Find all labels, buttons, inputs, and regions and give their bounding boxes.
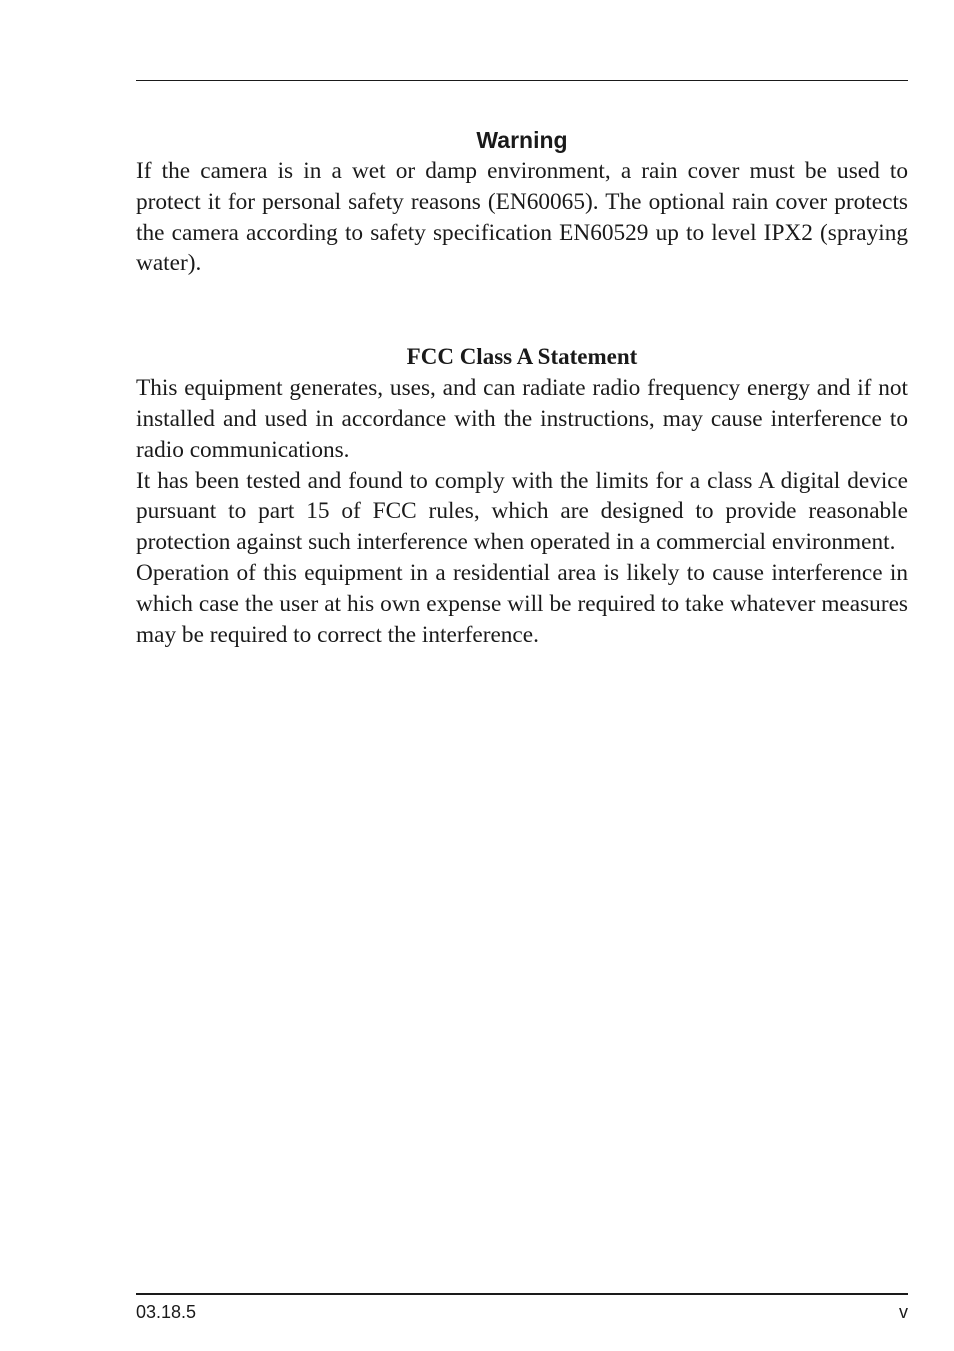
fcc-paragraph-2: It has been tested and found to comply with the limits for a class A digital device pursuant to part 15 of FCC rules, which are designed to provide reasonable protection against such interference when operated in a commercial environment. [136,467,908,556]
warning-section [136,124,908,279]
page-footer [136,1300,908,1324]
warning-heading: Warning [476,127,568,153]
fcc-paragraph-3: Operation of this equipment in a residential area is likely to cause interference in which case the user at his own expense will be required to take whatever measures may be required to correct the interference. [136,559,908,648]
version-label: 03.18.5 [136,1302,197,1322]
header-rule [136,80,908,81]
fcc-paragraph-1: This equipment generates, uses, and can radiate radio frequency energy and if not installed and used in accordance with the instructions, may cause interference to radio communications. [136,375,908,463]
fcc-heading: FCC Class A Statement [406,344,638,370]
page-content [136,124,908,650]
page-number: v [899,1302,908,1322]
footer-rule [136,1293,908,1295]
fcc-section [136,341,908,650]
warning-text: If the camera is in a wet or damp environment, a rain cover must be used to protect it for personal safety reasons (EN60065). The optional rain cover protects the camera according to safety specification EN60529 up to level IPX2 (spraying water). [136,158,908,277]
